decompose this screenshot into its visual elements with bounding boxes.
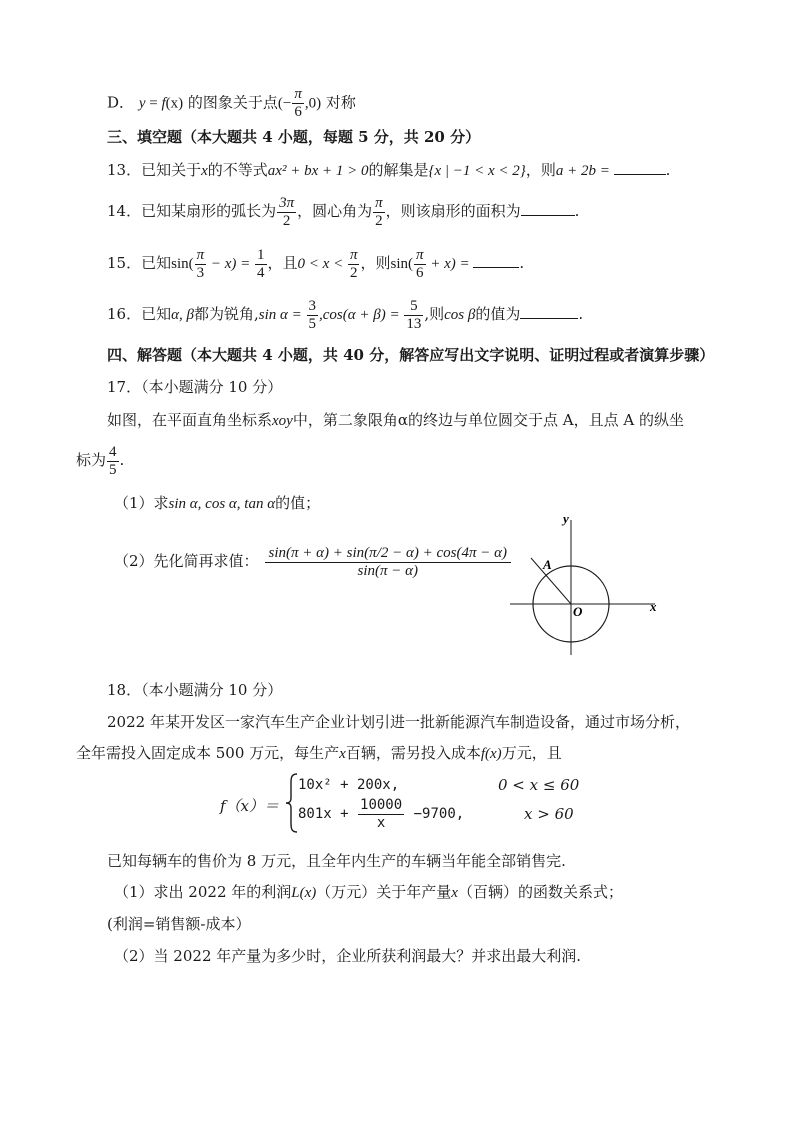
q16-text: 已知 bbox=[141, 305, 172, 323]
math-f: f bbox=[161, 95, 166, 112]
q18-header: 18．（本小题满分 10 分） bbox=[107, 681, 283, 699]
q13-end: . bbox=[665, 161, 671, 179]
q17-s2-text: （2）先化简再求值： bbox=[114, 552, 259, 570]
q18-subquestion-1 bbox=[114, 882, 623, 903]
math-eq: = bbox=[145, 95, 162, 112]
q18-paragraph-1: 2022 年某开发区一家汽车生产企业计划引进一批新能源汽车制造设备，通过市场分析， bbox=[107, 713, 690, 731]
frac-num: 1 bbox=[257, 246, 265, 263]
frac-den: 6 bbox=[415, 264, 424, 281]
math-y: y bbox=[138, 95, 146, 112]
q18-s1-text: （1）求出 2022 年的利润 bbox=[114, 883, 292, 901]
math-tail: ,0) bbox=[304, 95, 322, 112]
point-a-label: A bbox=[543, 557, 552, 572]
q14-text3: ，则该扇形的面积为 bbox=[385, 202, 521, 220]
origin-label: O bbox=[573, 604, 583, 619]
fraction-5-13 bbox=[404, 298, 423, 333]
fraction-4-5 bbox=[107, 444, 119, 479]
question-16 bbox=[107, 295, 583, 333]
section-title-fill-blank: 三、填空题（本大题共 4 小题，每题 5 分，共 20 分） bbox=[107, 128, 481, 146]
q15-end: . bbox=[519, 254, 525, 272]
q17-paragraph-2 bbox=[76, 440, 124, 480]
option-d-label: D． bbox=[107, 93, 135, 112]
q18-note: (利润=销售额-成本） bbox=[107, 915, 251, 933]
q18-s1-text3: （百辆）的函数关系式； bbox=[457, 883, 623, 901]
q15-sin-post: − x) = bbox=[207, 256, 255, 272]
piecewise-label: f（x）＝ bbox=[220, 797, 280, 815]
q18-s1-text2: （万元）关于年产量 bbox=[316, 883, 452, 901]
piecewise-cond-2: x > 60 bbox=[524, 805, 574, 823]
fraction-10000-x bbox=[358, 797, 404, 832]
q17-xoy: xoy bbox=[272, 413, 293, 429]
option-d-text: 的图象关于点 bbox=[183, 93, 278, 112]
frac-den: 2 bbox=[375, 212, 383, 229]
frac-num: 4 bbox=[109, 443, 117, 460]
answer-blank[interactable] bbox=[614, 160, 666, 175]
q16-end: . bbox=[578, 305, 584, 323]
frac-num: π bbox=[415, 246, 424, 263]
piecewise-case-2 bbox=[298, 794, 464, 834]
frac-den: 13 bbox=[406, 315, 422, 332]
section-title-answer: 四、解答题（本大题共 4 小题，共 40 分，解答应写出文字说明、证明过程或者演算步骤） bbox=[107, 346, 715, 364]
answer-blank[interactable] bbox=[521, 201, 575, 216]
option-d-text2: 对称 bbox=[321, 93, 356, 112]
fraction-pi-2 bbox=[348, 247, 360, 282]
math-x: (x) bbox=[165, 95, 184, 112]
piecewise-case-1 bbox=[298, 775, 399, 795]
q13-set: {x | −1 < x < 2} bbox=[428, 163, 526, 179]
frac-den: 5 bbox=[109, 461, 117, 478]
unit-circle-figure bbox=[505, 510, 665, 660]
q17-subquestion-2 bbox=[114, 536, 512, 586]
q13-text4: ，则 bbox=[525, 161, 556, 179]
q17-header: 17．（本小题满分 10 分） bbox=[107, 378, 283, 396]
question-15 bbox=[107, 244, 524, 282]
case-2-tail: −9700, bbox=[405, 806, 465, 822]
question-13 bbox=[107, 160, 670, 181]
q18-fx: f(x) bbox=[480, 746, 502, 762]
frac-num: sin(π + α) + sin(π/2 − α) + cos(4π − α) bbox=[265, 545, 511, 563]
q15-text3: ，则 bbox=[360, 254, 391, 272]
math-open: (− bbox=[277, 95, 292, 112]
frac-num: π bbox=[349, 246, 358, 263]
fraction-3-5 bbox=[307, 298, 319, 333]
q16-text4: 的值为 bbox=[475, 305, 521, 323]
frac-den: sin(π − α) bbox=[357, 562, 419, 579]
frac-num: 3π bbox=[279, 194, 295, 211]
q18-subquestion-2: （2）当 2022 年产量为多少时，企业所获利润最大？并求出最大利润. bbox=[114, 947, 582, 965]
frac-den: 5 bbox=[308, 315, 317, 332]
frac-num: 10000 bbox=[360, 796, 403, 813]
q16-number: 16． bbox=[107, 305, 142, 323]
fraction-1-4 bbox=[255, 247, 267, 282]
q17-text: 如图，在平面直角坐标系 bbox=[107, 411, 273, 429]
q16-cos: ,cos(α + β) = bbox=[319, 307, 404, 323]
q14-number: 14． bbox=[107, 202, 142, 220]
q18-paragraph-3: 已知每辆车的售价为 8 万元，且全年内生产的车辆当年能全部销售完. bbox=[107, 852, 566, 870]
q17-s1-text: （1）求 bbox=[114, 494, 169, 512]
q15-sin2: sin( bbox=[390, 256, 413, 272]
answer-blank[interactable] bbox=[473, 253, 519, 268]
q17-fraction bbox=[265, 545, 511, 580]
q18-text2: 百辆，需另投入成本 bbox=[345, 744, 481, 762]
q17-text2: 中，第二象限角α的终边与单位圆交于点 A，且点 A 的纵坐 bbox=[292, 411, 684, 429]
q13-number: 13． bbox=[107, 161, 142, 179]
fraction-angle bbox=[373, 195, 385, 230]
q15-number: 15． bbox=[107, 254, 142, 272]
q18-text3: 万元，且 bbox=[501, 744, 562, 762]
q16-text2: 都为锐角, bbox=[193, 305, 259, 323]
q15-cond: 0 < x < bbox=[297, 256, 347, 272]
q13-text3: 的解集是 bbox=[368, 161, 429, 179]
piecewise-cond-1: 0 < x ≤ 60 bbox=[498, 776, 580, 794]
question-14 bbox=[107, 192, 579, 230]
frac-num: π bbox=[294, 86, 302, 102]
q13-expression: ax² + bx + 1 > 0 bbox=[267, 163, 369, 179]
case-1-expression: 10x² + 200x, bbox=[298, 777, 400, 793]
q18-text: 全年需投入固定成本 500 万元，每生产 bbox=[76, 744, 340, 762]
frac-den: 4 bbox=[257, 264, 265, 281]
x-axis-label: x bbox=[650, 599, 657, 614]
frac-den: x bbox=[376, 814, 386, 831]
frac-num: 3 bbox=[308, 297, 317, 314]
q13-text: 已知关于 bbox=[141, 161, 202, 179]
q15-sin: sin( bbox=[171, 256, 194, 272]
frac-num: π bbox=[196, 246, 205, 263]
q16-cos-beta: cos β bbox=[444, 307, 476, 323]
frac-den: 2 bbox=[349, 264, 358, 281]
case-2-expression: 801x + bbox=[298, 806, 358, 822]
q17-s1-end: 的值； bbox=[275, 494, 321, 512]
q17-text3: 标为 bbox=[76, 451, 107, 469]
q18-x: x bbox=[339, 746, 346, 762]
q14-text2: ，圆心角为 bbox=[297, 202, 373, 220]
q13-text2: 的不等式 bbox=[207, 161, 268, 179]
q16-alpha-beta: α, β bbox=[171, 307, 194, 323]
q15-text2: ，且 bbox=[267, 254, 298, 272]
fraction-pi-6 bbox=[292, 86, 304, 121]
q14-text: 已知某扇形的弧长为 bbox=[141, 202, 277, 220]
q13-x: x bbox=[201, 163, 208, 179]
fraction-arc bbox=[277, 195, 296, 230]
answer-blank[interactable] bbox=[520, 304, 578, 319]
q15-sin2-post: + x) = bbox=[426, 256, 474, 272]
q18-s1-x: x bbox=[451, 885, 458, 901]
fraction-pi-3 bbox=[195, 247, 207, 282]
frac-den: 2 bbox=[282, 212, 291, 229]
q16-sin: sin α = bbox=[258, 307, 306, 323]
q17-paragraph-1 bbox=[107, 410, 684, 431]
frac-den: 6 bbox=[294, 104, 302, 120]
q17-end: . bbox=[119, 451, 125, 469]
frac-num: 5 bbox=[404, 298, 423, 316]
fraction-pi-6 bbox=[414, 247, 426, 282]
option-d bbox=[107, 86, 356, 122]
q13-ask: a + 2b = bbox=[555, 163, 614, 179]
frac-den: 3 bbox=[196, 264, 205, 281]
q18-Lx: L(x) bbox=[291, 885, 317, 901]
q17-s1-math: sin α, cos α, tan α bbox=[168, 496, 276, 512]
q15-text: 已知 bbox=[141, 254, 172, 272]
y-axis-label: y bbox=[563, 511, 569, 526]
q14-end: . bbox=[574, 202, 580, 220]
q16-text3: ,则 bbox=[424, 305, 445, 323]
frac-num: π bbox=[375, 194, 383, 211]
q18-paragraph-2 bbox=[76, 743, 562, 764]
q17-subquestion-1 bbox=[114, 493, 320, 514]
